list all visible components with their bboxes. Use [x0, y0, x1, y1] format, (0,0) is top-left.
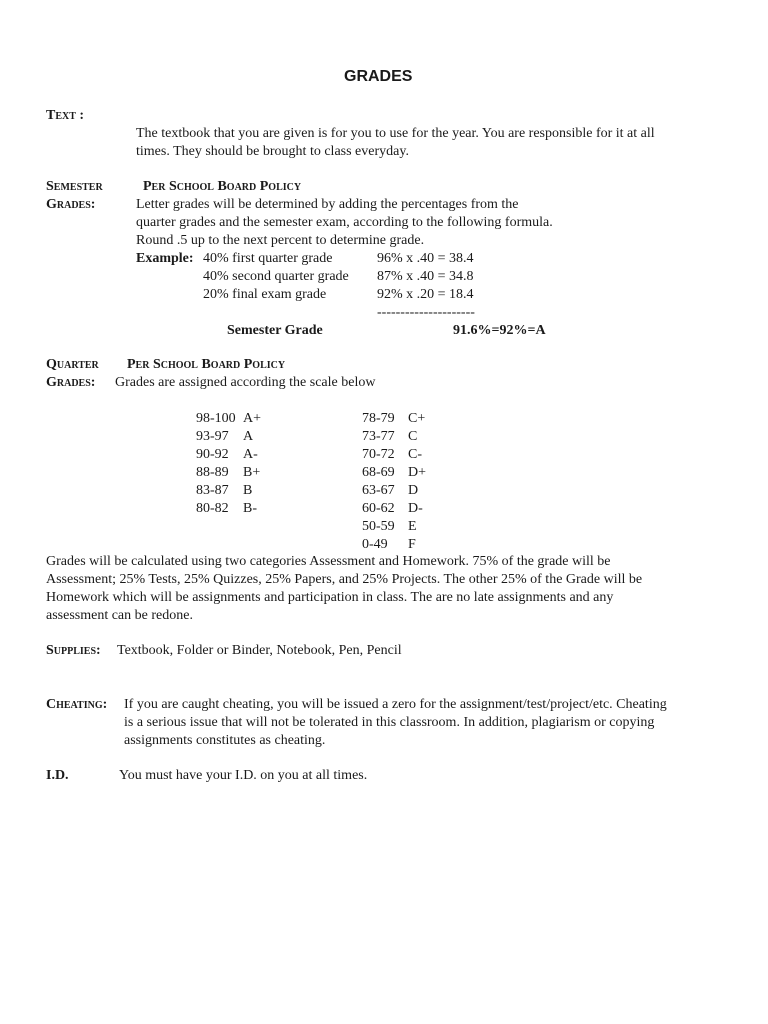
scale-range: 90-92 — [196, 447, 229, 462]
scale-grade: C — [408, 429, 418, 444]
text-section-line: times. They should be brought to class everyday. — [136, 144, 409, 159]
semester-label: Semester — [46, 179, 103, 194]
sum-rule: --------------------- — [377, 305, 475, 320]
scale-grade: D- — [408, 501, 423, 516]
scale-range: 50-59 — [362, 519, 395, 534]
scale-grade: D — [408, 483, 419, 498]
semester-label-grades: Grades: — [46, 197, 96, 212]
quarter-label-grades: Grades: — [46, 375, 96, 390]
scale-grade: A+ — [243, 411, 262, 426]
cheating-label: Cheating: — [46, 697, 108, 712]
example-row-desc: 20% final exam grade — [203, 287, 327, 302]
quarter-paragraph-line: Homework which will be assignments and participation in class. The are no late assignments and any — [46, 590, 614, 605]
scale-grade: C- — [408, 447, 422, 462]
scale-range: 63-67 — [362, 483, 395, 498]
scale-grade: B — [243, 483, 253, 498]
scale-range: 98-100 — [196, 411, 236, 426]
text-section-line: The textbook that you are given is for you to use for the year. You are responsible for it at all — [136, 126, 655, 141]
scale-range: 88-89 — [196, 465, 229, 480]
scale-grade: D+ — [408, 465, 427, 480]
scale-range: 78-79 — [362, 411, 395, 426]
semester-policy: Per School Board Policy — [143, 179, 302, 194]
page-title: GRADES — [344, 68, 413, 85]
scale-range: 83-87 — [196, 483, 229, 498]
quarter-paragraph-line: Assessment; 25% Tests, 25% Quizzes, 25% Papers, and 25% Projects. The other 25% of the Grade will be — [46, 572, 643, 587]
scale-range: 73-77 — [362, 429, 395, 444]
quarter-policy: Per School Board Policy — [127, 357, 286, 372]
id-label: I.D. — [46, 768, 69, 783]
quarter-paragraph-line: Grades will be calculated using two categories Assessment and Homework. 75% of the grade will be — [46, 554, 611, 569]
semester-total-value: 91.6%=92%=A — [453, 323, 546, 338]
example-row-desc: 40% first quarter grade — [203, 251, 333, 266]
cheating-line: If you are caught cheating, you will be issued a zero for the assignment/test/project/etc. Cheating — [124, 697, 667, 712]
example-row-calc: 87% x .40 = 34.8 — [377, 269, 474, 284]
scale-range: 80-82 — [196, 501, 229, 516]
scale-grade: F — [408, 537, 416, 552]
text-section-label: Text : — [46, 108, 85, 123]
scale-grade: A- — [243, 447, 258, 462]
example-row-calc: 96% x .40 = 38.4 — [377, 251, 474, 266]
supplies-label: Supplies: — [46, 643, 101, 658]
quarter-label: Quarter — [46, 357, 99, 372]
cheating-line: is a serious issue that will not be tolerated in this classroom. In addition, plagiarism or copying — [124, 715, 655, 730]
scale-grade: B- — [243, 501, 257, 516]
supplies-text: Textbook, Folder or Binder, Notebook, Pen, Pencil — [117, 643, 402, 658]
scale-grade: E — [408, 519, 417, 534]
semester-total-label: Semester Grade — [227, 323, 323, 338]
quarter-intro: Grades are assigned according the scale below — [115, 375, 376, 390]
semester-line: Letter grades will be determined by adding the percentages from the — [136, 197, 519, 212]
id-text: You must have your I.D. on you at all times. — [119, 768, 368, 783]
scale-range: 70-72 — [362, 447, 395, 462]
example-row-desc: 40% second quarter grade — [203, 269, 349, 284]
semester-line: quarter grades and the semester exam, according to the following formula. — [136, 215, 553, 230]
scale-range: 0-49 — [362, 537, 388, 552]
quarter-paragraph-line: assessment can be redone. — [46, 608, 193, 623]
scale-grade: C+ — [408, 411, 426, 426]
scale-range: 93-97 — [196, 429, 229, 444]
example-row-calc: 92% x .20 = 18.4 — [377, 287, 474, 302]
scale-grade: A — [243, 429, 254, 444]
scale-range: 68-69 — [362, 465, 395, 480]
example-label: Example: — [136, 251, 194, 266]
scale-range: 60-62 — [362, 501, 395, 516]
semester-line: Round .5 up to the next percent to determine grade. — [136, 233, 425, 248]
cheating-line: assignments constitutes as cheating. — [124, 733, 326, 748]
scale-grade: B+ — [243, 465, 261, 480]
